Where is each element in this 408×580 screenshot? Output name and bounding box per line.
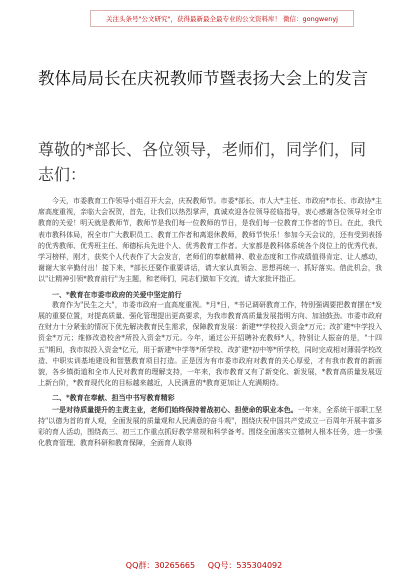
paragraph-intro: 今天，市委教育工作领导小组召开大会，庆祝教师节。市委*部长、市人大*主任、市政府*市长、市政协*主席高度重视，亲临大会祝贺，首先，让我们以热烈掌声，真诚欢迎各位领导莅临指导，衷心感谢各位领导对全市教育的关爱！明天就是教师节，教师节是我们每一位教师的节日，是我们每一位教育工作者的节日。在此，我代表市教科体局，祝全市广大教职员工、教育工作者和离退休教师，教师节快乐！参加今天会议的，还有受到表扬的优秀教师、优秀班主任、师德标兵先进个人、优秀教育工作者。大家都是教科体系统各个岗位上的优秀代表、学习榜样，刚才，获奖个人代表作了大会发言，老师们的奉献精神、敬业态度和工作成绩值得肯定、让人感动，谢谢大家辛勤付出！接下来，*部长还要作重要讲话，请大家认真领会、思想再统一、抓好落实。借此机会，我以"让精神引领*教育前行"为主题，和老师们，同志们做如下交流，请大家批评指正。	[38, 197, 382, 284]
section-heading-2: 二、*教育在奉献、担当中书写教育精彩	[52, 393, 175, 403]
paragraph-section-1: 教育作为"民生之大"，市委市政府一直高度重视。*月*日，*书记调研教育工作，特别强调要把教育摆在*发展的重要位置，对提高质量、强化管理提出更高要求，为我市教育高质量发展指明方向、加油鼓劲。市委市政府在财力十分紧张的情况下优先解决教育民生需求，保障教育发展：新建**学校投入资金*万元；改扩建*中学投入资金*万元；维修改造校舍*所投入资金*万元。今年，通过公开招聘补充教师*人，特别让人振奋的是，"十四五"期间，我市拟投入资金*亿元，用于新建*中学等*所学校、改扩建*初中等*所学校，同时完成相对薄弱学校改造、中职实训基地建设和智慧教育项目打造。正是因为有市委市政府对教育的关心厚爱，才有我市教育的新面貌，各乡镇街道和全市人民对教育的理解支持，一年来，我市教育又有了新变化、新发展，*教育高质量发展迈上新台阶，*教育现代化的目标越来越近，人民满意的*教育更加让人充满期待。	[38, 300, 382, 388]
promo-banner: 关注头条号"公文研究"，获得最新最全最专业的公文资料库！ 微信：gongwenyj	[90, 10, 354, 27]
footer-contact: QQ群：30265665 QQ号：535304092	[125, 561, 283, 570]
document-title: 教体局局长在庆祝教师节暨表扬大会上的发言	[38, 69, 368, 88]
section-heading-1: 一、*教育在市委市政府的关爱中坚定前行	[52, 289, 182, 299]
paragraph-continuation: 一年来，全系统干部职工坚持"以德为首的育人观，全面发展的质量观和人民满意的奋斗观"，围绕庆祝中国共产党成立一百周年开展丰富多彩的育人活动，围绕高三、初三工作重点抓好教学常规和科学备考。围绕全面落实立德树人根本任务，进一步强化教育管理、教育科研和教育保障，全面育人取得	[38, 405, 383, 448]
salutation: 尊敬的*部长、各位领导，老师们，同学们，同志们：	[38, 140, 367, 184]
speech-body	[38, 196, 382, 449]
paragraph-lead-sentence: 一是对待质量提升的主责主业，老师们始终保持着战初心、担使命的职业本色。	[52, 404, 298, 414]
paragraph-section-2	[38, 404, 382, 450]
